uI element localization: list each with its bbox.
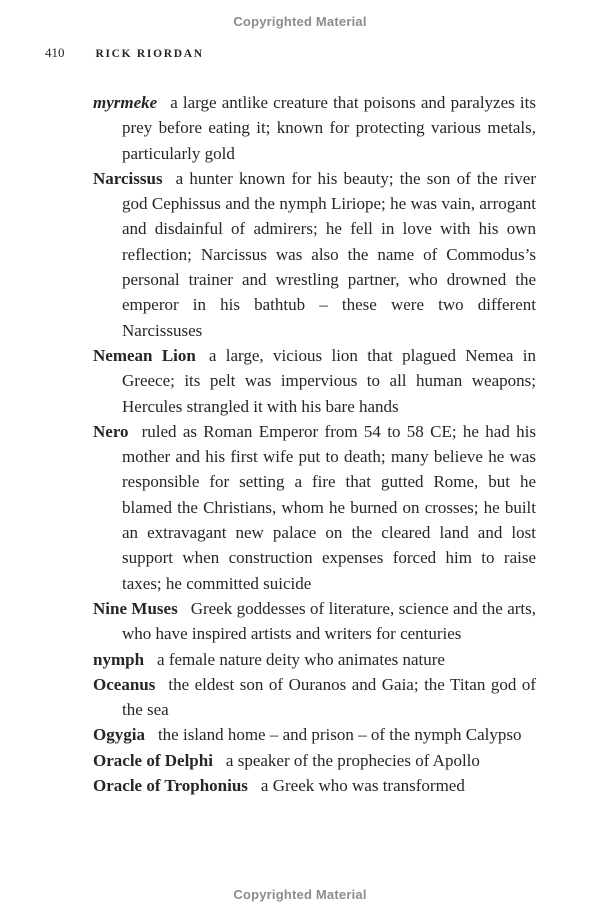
glossary-term: Narcissus — [93, 168, 163, 188]
glossary-definition: a hunter known for his beauty; the son of the river god Cephissus and the nymph Liriope; he was vain, arrogant and disdainful of admirers; he fell in love with his own reflection; Narcissus was also the name of Commodus’s personal trainer and wrestling partner, who drowned the emperor in his bathtub – these were two different Narcissuses — [122, 168, 536, 340]
glossary-definition: a Greek who was transformed — [260, 776, 465, 796]
glossary-definition: ruled as Roman Emperor from 54 to 58 CE; he had his mother and his first wife put to death; many believe he was responsible for setting a fire that gutted Rome, but he blamed the Christians, whom he burned on crosses; he built an extravagant new palace on the cleared land and lost support when construction expenses forced him to raise taxes; he committed suicide — [122, 421, 536, 593]
glossary-definition: a speaker of the prophecies of Apollo — [225, 750, 480, 770]
glossary-term: Nero — [93, 421, 129, 441]
glossary-entry — [93, 722, 536, 747]
glossary-definition: a large antlike creature that poisons and paralyzes its prey before eating it; known for protecting various metals, particularly gold — [122, 93, 536, 163]
running-head: RICK RIORDAN — [95, 48, 204, 60]
glossary-term: Oracle of Delphi — [93, 750, 213, 770]
glossary — [93, 90, 536, 798]
copyright-notice-bottom: Copyrighted Material — [233, 887, 367, 902]
glossary-entry — [93, 166, 536, 343]
glossary-entry — [93, 647, 536, 672]
glossary-entry — [93, 596, 536, 647]
page-number: 410 — [45, 45, 65, 60]
glossary-entry — [93, 419, 536, 596]
glossary-definition: a large, vicious lion that plagued Nemea in Greece; its pelt was impervious to all human weapons; Hercules strangled it with his bare hands — [122, 345, 537, 416]
glossary-term: nymph — [93, 649, 145, 669]
glossary-term: Oceanus — [93, 674, 156, 694]
glossary-entry — [93, 343, 536, 419]
glossary-definition: the eldest son of Ouranos and Gaia; the Titan god of the sea — [122, 674, 536, 720]
glossary-definition: Greek goddesses of literature, science and the arts, who have inspired artists and writers for centuries — [122, 598, 537, 644]
glossary-term: myrmeke — [93, 93, 158, 112]
glossary-entry — [93, 90, 536, 166]
glossary-term: Nemean Lion — [93, 345, 196, 365]
glossary-term: Ogygia — [93, 725, 145, 745]
glossary-definition: the island home – and prison – of the nymph Calypso — [157, 725, 522, 745]
page-header — [45, 44, 204, 62]
glossary-entry — [93, 672, 536, 723]
copyright-notice-top: Copyrighted Material — [233, 14, 367, 29]
glossary-definition: a female nature deity who animates nature — [157, 649, 445, 669]
glossary-entry — [93, 748, 536, 773]
glossary-term: Nine Muses — [93, 598, 178, 618]
glossary-entry — [93, 773, 536, 798]
glossary-term: Oracle of Trophonius — [93, 776, 248, 796]
